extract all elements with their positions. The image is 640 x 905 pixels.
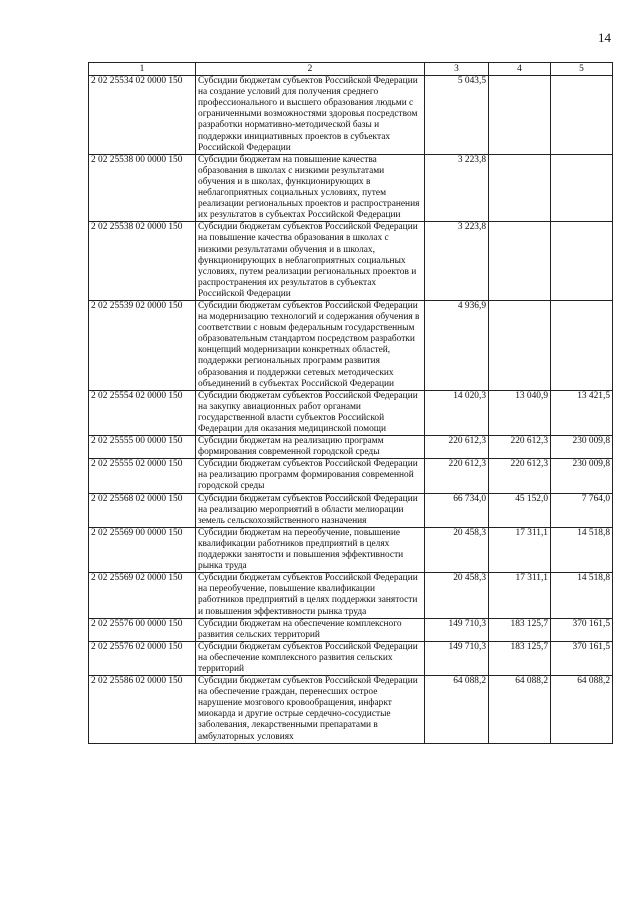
table-row [89,154,613,222]
table-row [89,436,613,459]
table-row [89,527,613,572]
amount-col5 [551,154,613,222]
table-row [89,222,613,301]
item-description: Субсидии бюджетам на повышение качества образования в школах с низкими результатами обучения и в школах, функционирующих в неблагоприятных социальных условиях, путем реализации региональных проектов и распространения их результатов в субъектах Российской Федерации [196,154,425,222]
amount-col3: 20 458,3 [425,527,489,572]
amount-col4 [489,300,551,390]
amount-col5: 370 161,5 [551,618,613,641]
budget-code: 2 02 25586 02 0000 150 [89,676,196,744]
item-description: Субсидии бюджетам субъектов Российской Федерации на реализацию программ формирования современной городской среды [196,459,425,493]
amount-col4 [489,76,551,155]
amount-col4: 183 125,7 [489,641,551,675]
amount-col3: 4 936,9 [425,300,489,390]
amount-col3: 3 223,8 [425,154,489,222]
amount-col4: 13 040,9 [489,390,551,435]
amount-col4: 45 152,0 [489,493,551,527]
budget-code: 2 02 25538 02 0000 150 [89,222,196,301]
amount-col5: 13 421,5 [551,390,613,435]
budget-code: 2 02 25576 02 0000 150 [89,641,196,675]
amount-col4 [489,154,551,222]
page-number: 14 [598,30,611,45]
item-description: Субсидии бюджетам субъектов Российской Федерации на закупку авиационных работ органами государственной власти субъектов Российской Федерации для оказания медицинской помощи [196,390,425,435]
table-row [89,300,613,390]
amount-col4: 64 088,2 [489,676,551,744]
amount-col5: 14 518,8 [551,527,613,572]
table-row [89,573,613,618]
table-row [89,390,613,435]
amount-col4 [489,222,551,301]
budget-code: 2 02 25538 00 0000 150 [89,154,196,222]
amount-col3: 64 088,2 [425,676,489,744]
table-row [89,459,613,493]
item-description: Субсидии бюджетам субъектов Российской Федерации на модернизацию технологий и содержания обучения в соответствии с новым федеральным государственным образовательным стандартом посредством разработки концепций модернизации конкретных областей, поддержки региональных программ развития образования и поддержки сетевых методических объединений в субъектах Российской Федерации [196,300,425,390]
amount-col5: 230 009,8 [551,436,613,459]
budget-code: 2 02 25569 00 0000 150 [89,527,196,572]
amount-col3: 5 043,5 [425,76,489,155]
amount-col5 [551,222,613,301]
amount-col4: 17 311,1 [489,527,551,572]
item-description: Субсидии бюджетам субъектов Российской Федерации на реализацию мероприятий в области мелиорации земель сельскохозяйственного назначения [196,493,425,527]
table-row [89,493,613,527]
amount-col3: 66 734,0 [425,493,489,527]
item-description: Субсидии бюджетам субъектов Российской Федерации на обеспечение граждан, перенесших острое нарушение мозгового кровообращения, инфаркт миокарда и другие острые сердечно-сосудистые заболевания, лекарственными препаратами в амбулаторных условиях [196,676,425,744]
table-row [89,676,613,744]
budget-code: 2 02 25569 02 0000 150 [89,573,196,618]
budget-code: 2 02 25568 02 0000 150 [89,493,196,527]
budget-code: 2 02 25534 02 0000 150 [89,76,196,155]
amount-col5: 64 088,2 [551,676,613,744]
item-description: Субсидии бюджетам субъектов Российской Федерации на переобучение, повышение квалификации работников предприятий в целях поддержки занятости и повышения эффективности рынка труда [196,573,425,618]
budget-code: 2 02 25555 02 0000 150 [89,459,196,493]
budget-code: 2 02 25539 02 0000 150 [89,300,196,390]
budget-revenue-table [88,62,613,744]
amount-col4: 220 612,3 [489,459,551,493]
amount-col5: 370 161,5 [551,641,613,675]
amount-col5 [551,300,613,390]
column-header-2: 2 [196,63,425,76]
amount-col3: 149 710,3 [425,618,489,641]
amount-col3: 220 612,3 [425,436,489,459]
amount-col5 [551,76,613,155]
item-description: Субсидии бюджетам на обеспечение комплексного развития сельских территорий [196,618,425,641]
item-description: Субсидии бюджетам субъектов Российской Федерации на обеспечение комплексного развития сельских территорий [196,641,425,675]
amount-col3: 3 223,8 [425,222,489,301]
table-row [89,76,613,155]
item-description: Субсидии бюджетам на реализацию программ формирования современной городской среды [196,436,425,459]
item-description: Субсидии бюджетам субъектов Российской Федерации на создание условий для получения среднего профессионального и высшего образования людьми с ограниченными возможностями здоровья посредством разработки нормативно-методической базы и поддержки инициативных проектов в субъектах Российской Федерации [196,76,425,155]
amount-col3: 220 612,3 [425,459,489,493]
column-header-4: 4 [489,63,551,76]
table-row [89,618,613,641]
budget-code: 2 02 25554 02 0000 150 [89,390,196,435]
amount-col5: 230 009,8 [551,459,613,493]
table-header-row [89,63,613,76]
amount-col5: 14 518,8 [551,573,613,618]
amount-col5: 7 764,0 [551,493,613,527]
amount-col3: 14 020,3 [425,390,489,435]
column-header-1: 1 [89,63,196,76]
amount-col3: 20 458,3 [425,573,489,618]
column-header-5: 5 [551,63,613,76]
amount-col3: 149 710,3 [425,641,489,675]
amount-col4: 17 311,1 [489,573,551,618]
table-row [89,641,613,675]
item-description: Субсидии бюджетам субъектов Российской Федерации на повышение качества образования в школах с низкими результатами обучения и в школах, функционирующих в неблагоприятных социальных условиях, путем реализации региональных проектов и распространения их результатов в субъектах Российской Федерации [196,222,425,301]
amount-col4: 183 125,7 [489,618,551,641]
amount-col4: 220 612,3 [489,436,551,459]
budget-code: 2 02 25576 00 0000 150 [89,618,196,641]
item-description: Субсидии бюджетам на переобучение, повышение квалификации работников предприятий в целях поддержки занятости и повышения эффективности рынка труда [196,527,425,572]
column-header-3: 3 [425,63,489,76]
budget-code: 2 02 25555 00 0000 150 [89,436,196,459]
